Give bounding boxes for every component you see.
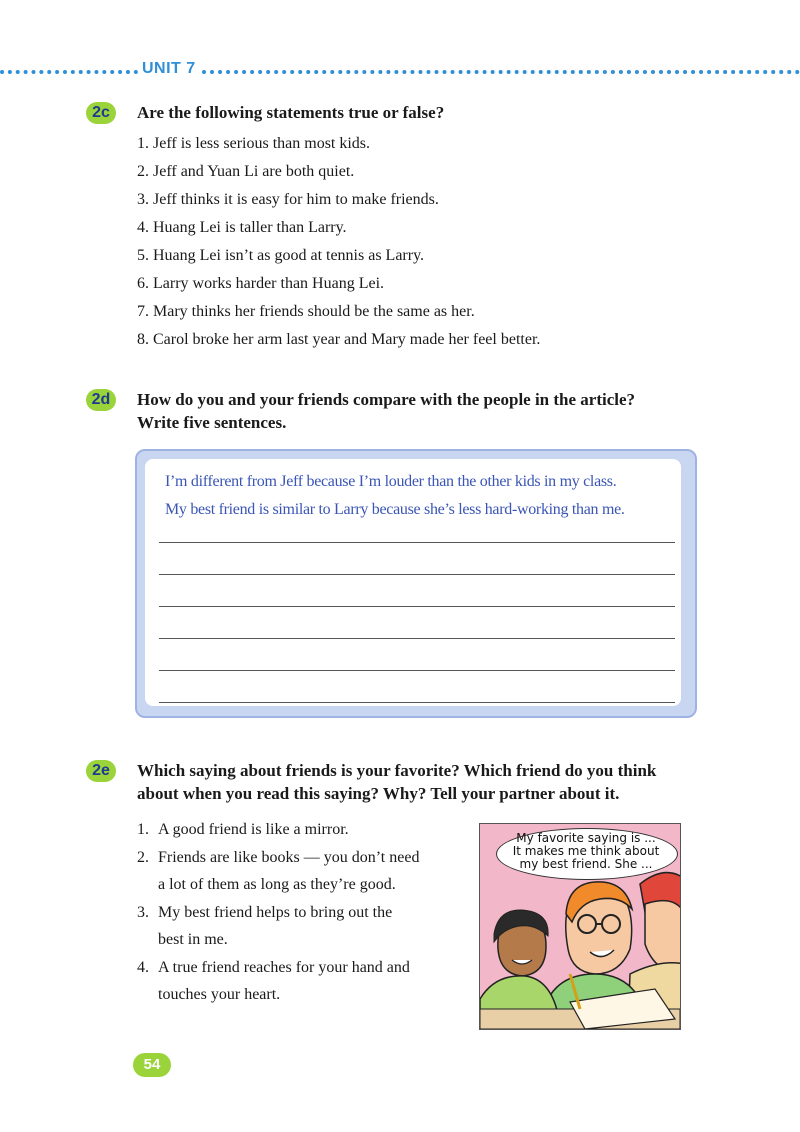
statement-item: 4. Huang Lei is taller than Larry. bbox=[137, 219, 347, 236]
saying-text: A good friend is like a mirror. bbox=[158, 821, 349, 838]
example-sentence: I’m different from Jeff because I’m louder than the other kids in my class. bbox=[165, 473, 617, 490]
bubble-line: My favorite saying is ... bbox=[516, 831, 656, 845]
statement-item: 5. Huang Lei isn’t as good at tennis as Larry. bbox=[137, 247, 425, 264]
writing-box bbox=[135, 449, 697, 718]
section-badge-2c: 2c bbox=[86, 102, 116, 124]
instruction-2c: Are the following statements true or false? bbox=[137, 103, 445, 122]
statement-item: 2. Jeff and Yuan Li are both quiet. bbox=[137, 163, 355, 180]
saying-item bbox=[137, 954, 457, 1009]
saying-number: 4. bbox=[137, 958, 149, 976]
unit-title: UNIT 7 bbox=[142, 60, 196, 77]
saying-item bbox=[137, 899, 457, 954]
saying-item bbox=[137, 816, 457, 844]
writing-line bbox=[159, 542, 675, 543]
writing-line bbox=[159, 670, 675, 671]
statement-item: 1. Jeff is less serious than most kids. bbox=[137, 135, 371, 152]
instruction-2d-line2: Write five sentences. bbox=[137, 413, 287, 432]
instruction-2d-line1: How do you and your friends compare with the people in the article? bbox=[137, 390, 636, 409]
speech-bubble-text bbox=[498, 832, 674, 871]
saying-text: a lot of them as long as they’re good. bbox=[158, 876, 396, 893]
writing-area[interactable] bbox=[145, 459, 681, 706]
example-sentence: My best friend is similar to Larry because she’s less hard-working than me. bbox=[165, 501, 625, 518]
statement-item: 8. Carol broke her arm last year and Mary made her feel better. bbox=[137, 331, 541, 348]
statement-list bbox=[137, 130, 540, 354]
saying-number: 3. bbox=[137, 903, 149, 921]
page-number: 54 bbox=[133, 1053, 171, 1077]
statement-item: 7. Mary thinks her friends should be the same as her. bbox=[137, 303, 475, 320]
bubble-line: my best friend. She ... bbox=[519, 857, 653, 871]
section-badge-2e: 2e bbox=[86, 760, 116, 782]
saying-text: My best friend helps to bring out the bbox=[158, 903, 393, 921]
saying-item bbox=[137, 844, 457, 899]
section-badge-2d: 2d bbox=[86, 389, 116, 411]
header-dots-right bbox=[202, 70, 800, 78]
bubble-line: It makes me think about bbox=[512, 844, 660, 858]
sayings-list bbox=[137, 816, 457, 1009]
saying-text: touches your heart. bbox=[158, 986, 281, 1003]
instruction-2e-line2: about when you read this saying? Why? Tell your partner about it. bbox=[137, 784, 620, 803]
saying-text: best in me. bbox=[158, 931, 228, 948]
saying-number: 1. bbox=[137, 821, 149, 838]
instruction-2e-line1: Which saying about friends is your favorite? Which friend do you think bbox=[137, 761, 657, 780]
comic-illustration bbox=[479, 823, 681, 1030]
instruction-2e bbox=[137, 759, 656, 805]
saying-number: 2. bbox=[137, 848, 149, 866]
statement-item: 3. Jeff thinks it is easy for him to make friends. bbox=[137, 191, 439, 208]
writing-line bbox=[159, 638, 675, 639]
instruction-2d bbox=[137, 388, 635, 434]
saying-text: Friends are like books — you don’t need bbox=[158, 848, 420, 866]
writing-line bbox=[159, 606, 675, 607]
writing-line bbox=[159, 574, 675, 575]
statement-item: 6. Larry works harder than Huang Lei. bbox=[137, 275, 385, 292]
header-dots-left bbox=[0, 70, 138, 78]
saying-text: A true friend reaches for your hand and bbox=[158, 958, 410, 976]
writing-line bbox=[159, 702, 675, 703]
